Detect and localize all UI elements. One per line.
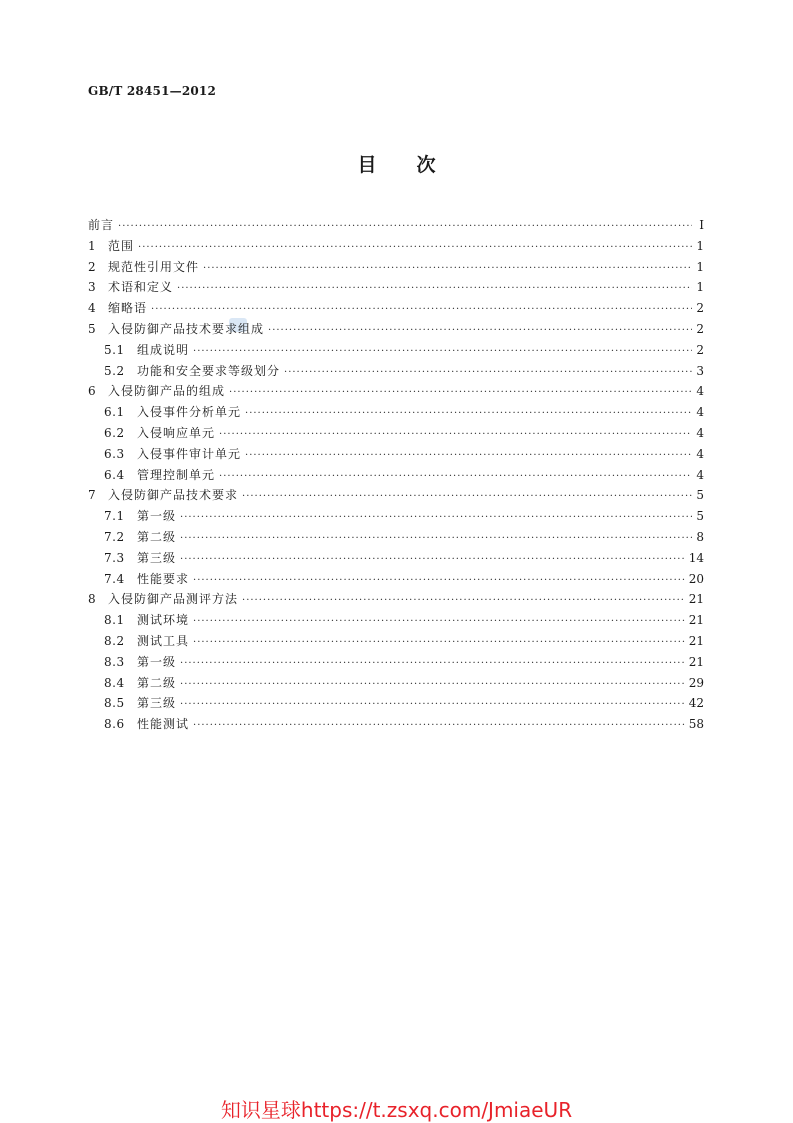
toc-entry-number: 5 bbox=[88, 321, 97, 336]
toc-entry-number: 8.6 bbox=[104, 717, 125, 732]
toc-entry-title[interactable]: 测试环境 bbox=[137, 613, 190, 628]
toc-entry[interactable] bbox=[88, 465, 704, 486]
toc-entry[interactable] bbox=[88, 548, 704, 569]
toc-entry-page: 1 bbox=[696, 259, 704, 274]
toc-entry-page: 5 bbox=[696, 488, 704, 503]
toc-entry-page: 14 bbox=[688, 550, 704, 565]
toc-entry[interactable] bbox=[88, 298, 704, 319]
toc-entry-number: 8.4 bbox=[104, 675, 125, 690]
toc-entry-number: 2 bbox=[88, 259, 97, 274]
toc-entry[interactable] bbox=[88, 361, 704, 382]
toc-entry-title[interactable]: 入侵响应单元 bbox=[137, 425, 216, 440]
toc-entry-page: 29 bbox=[688, 675, 704, 690]
toc-entry-title[interactable]: 第二级 bbox=[137, 529, 177, 544]
toc-entry-number: 7.4 bbox=[104, 571, 125, 586]
toc-entry-page: 5 bbox=[696, 509, 704, 524]
toc-entry-number: 6.2 bbox=[104, 425, 125, 440]
page-title: 目次 bbox=[357, 154, 476, 176]
toc-entry-page: 58 bbox=[688, 717, 704, 732]
toc-entry[interactable] bbox=[88, 423, 704, 444]
toc-entry[interactable] bbox=[88, 340, 704, 361]
toc-dot-leader bbox=[229, 383, 692, 404]
toc-dot-leader bbox=[245, 446, 692, 467]
toc-entry[interactable] bbox=[88, 610, 704, 631]
toc-entry-title[interactable]: 入侵防御产品测评方法 bbox=[108, 592, 239, 607]
toc-entry-page: 3 bbox=[696, 363, 704, 378]
toc-dot-leader bbox=[268, 321, 692, 342]
toc-entry-title[interactable]: 范围 bbox=[108, 238, 135, 253]
toc-entry-number: 4 bbox=[88, 301, 97, 316]
toc-entry[interactable] bbox=[88, 236, 704, 257]
toc-entry-page: I bbox=[699, 218, 704, 232]
toc-dot-leader bbox=[177, 279, 692, 300]
toc-entry[interactable] bbox=[88, 569, 704, 590]
toc-entry-number: 3 bbox=[88, 280, 97, 295]
toc-entry-title[interactable]: 缩略语 bbox=[108, 301, 148, 316]
toc-entry-number: 6 bbox=[88, 384, 97, 399]
toc-entry[interactable] bbox=[88, 215, 704, 236]
table-of-contents bbox=[88, 215, 704, 735]
toc-dot-leader bbox=[180, 654, 685, 675]
toc-entry-page: 1 bbox=[696, 238, 704, 253]
toc-entry-number: 8.2 bbox=[104, 633, 125, 648]
toc-dot-leader bbox=[180, 508, 692, 529]
toc-entry-number: 8.3 bbox=[104, 654, 125, 669]
toc-dot-leader bbox=[180, 550, 685, 571]
toc-entry[interactable] bbox=[88, 631, 704, 652]
toc-dot-leader bbox=[180, 695, 685, 716]
toc-entry-title[interactable]: 第一级 bbox=[137, 654, 177, 669]
toc-dot-leader bbox=[284, 363, 692, 384]
toc-entry-title[interactable]: 性能测试 bbox=[137, 717, 190, 732]
toc-entry-number: 7.1 bbox=[104, 509, 125, 524]
toc-entry-page: 21 bbox=[688, 613, 704, 628]
toc-entry-number: 8.5 bbox=[104, 696, 125, 711]
toc-entry[interactable] bbox=[88, 527, 704, 548]
toc-dot-leader bbox=[138, 238, 692, 259]
toc-entry-page: 1 bbox=[696, 280, 704, 295]
toc-entry-number: 8.1 bbox=[104, 613, 125, 628]
toc-dot-leader bbox=[193, 571, 685, 592]
toc-entry-page: 4 bbox=[696, 405, 704, 420]
toc-entry-page: 21 bbox=[688, 633, 704, 648]
toc-entry-title[interactable]: 功能和安全要求等级划分 bbox=[137, 363, 281, 378]
toc-entry-title[interactable]: 前言 bbox=[88, 218, 115, 232]
toc-entry-number: 5.2 bbox=[104, 363, 125, 378]
toc-entry-page: 4 bbox=[696, 467, 704, 482]
toc-entry-page: 2 bbox=[696, 301, 704, 316]
toc-entry[interactable] bbox=[88, 714, 704, 735]
toc-dot-leader bbox=[193, 342, 692, 363]
toc-entry[interactable] bbox=[88, 693, 704, 714]
toc-entry-title[interactable]: 第三级 bbox=[137, 696, 177, 711]
toc-dot-leader bbox=[193, 716, 685, 737]
toc-dot-leader bbox=[193, 633, 685, 654]
toc-entry[interactable] bbox=[88, 652, 704, 673]
toc-entry-title[interactable]: 管理控制单元 bbox=[137, 467, 216, 482]
toc-dot-leader bbox=[193, 612, 685, 633]
document-code: GB/T 28451—2012 bbox=[88, 84, 217, 98]
toc-dot-leader bbox=[219, 467, 692, 488]
toc-entry-page: 4 bbox=[696, 384, 704, 399]
toc-entry-title[interactable]: 规范性引用文件 bbox=[108, 259, 200, 274]
toc-entry-page: 42 bbox=[688, 696, 704, 711]
toc-entry[interactable] bbox=[88, 319, 704, 340]
toc-entry-page: 2 bbox=[696, 321, 704, 336]
toc-dot-leader bbox=[219, 425, 692, 446]
toc-entry-number: 6.4 bbox=[104, 467, 125, 482]
toc-dot-leader bbox=[180, 529, 692, 550]
toc-entry[interactable] bbox=[88, 485, 704, 506]
toc-dot-leader bbox=[245, 404, 692, 425]
toc-entry-title[interactable]: 第三级 bbox=[137, 550, 177, 565]
toc-entry-title[interactable]: 第一级 bbox=[137, 509, 177, 524]
toc-entry[interactable] bbox=[88, 673, 704, 694]
toc-dot-leader bbox=[180, 675, 685, 696]
toc-entry[interactable] bbox=[88, 402, 704, 423]
toc-entry-page: 4 bbox=[696, 446, 704, 461]
toc-entry[interactable] bbox=[88, 589, 704, 610]
toc-entry-number: 7 bbox=[88, 488, 97, 503]
toc-entry-page: 20 bbox=[688, 571, 704, 586]
toc-dot-leader bbox=[242, 487, 692, 508]
toc-entry-title[interactable]: 第二级 bbox=[137, 675, 177, 690]
toc-entry-page: 8 bbox=[696, 529, 704, 544]
footer-watermark-link[interactable]: 知识星球https://t.zsxq.com/JmiaeUR bbox=[220, 1098, 573, 1122]
toc-entry[interactable] bbox=[88, 506, 704, 527]
toc-entry-title[interactable]: 入侵防御产品的组成 bbox=[108, 384, 226, 399]
toc-entry-page: 21 bbox=[688, 592, 704, 607]
toc-entry-number: 5.1 bbox=[104, 342, 125, 357]
toc-dot-leader bbox=[151, 300, 692, 321]
toc-entry-page: 21 bbox=[688, 654, 704, 669]
toc-entry-number: 6.1 bbox=[104, 405, 125, 420]
toc-entry-number: 8 bbox=[88, 592, 97, 607]
toc-entry-title[interactable]: 入侵防御产品技术要求 bbox=[108, 488, 239, 503]
toc-entry-page: 2 bbox=[696, 342, 704, 357]
toc-entry-title[interactable]: 性能要求 bbox=[137, 571, 190, 586]
toc-dot-leader bbox=[203, 259, 692, 280]
toc-dot-leader bbox=[242, 591, 685, 612]
toc-entry-title[interactable]: 术语和定义 bbox=[108, 280, 174, 295]
toc-dot-leader bbox=[118, 217, 692, 238]
toc-entry-title[interactable]: 入侵防御产品技术要求组成 bbox=[108, 321, 265, 336]
toc-entry-page: 4 bbox=[696, 425, 704, 440]
toc-entry-number: 7.3 bbox=[104, 550, 125, 565]
toc-entry-title[interactable]: 组成说明 bbox=[137, 342, 190, 357]
toc-entry-title[interactable]: 测试工具 bbox=[137, 633, 190, 648]
toc-entry-title[interactable]: 入侵事件审计单元 bbox=[137, 446, 242, 461]
toc-entry-number: 1 bbox=[88, 238, 97, 253]
toc-entry[interactable] bbox=[88, 277, 704, 298]
toc-entry[interactable] bbox=[88, 257, 704, 278]
toc-entry-title[interactable]: 入侵事件分析单元 bbox=[137, 405, 242, 420]
toc-entry[interactable] bbox=[88, 381, 704, 402]
toc-entry[interactable] bbox=[88, 444, 704, 465]
toc-entry-number: 6.3 bbox=[104, 446, 125, 461]
toc-entry-number: 7.2 bbox=[104, 529, 125, 544]
